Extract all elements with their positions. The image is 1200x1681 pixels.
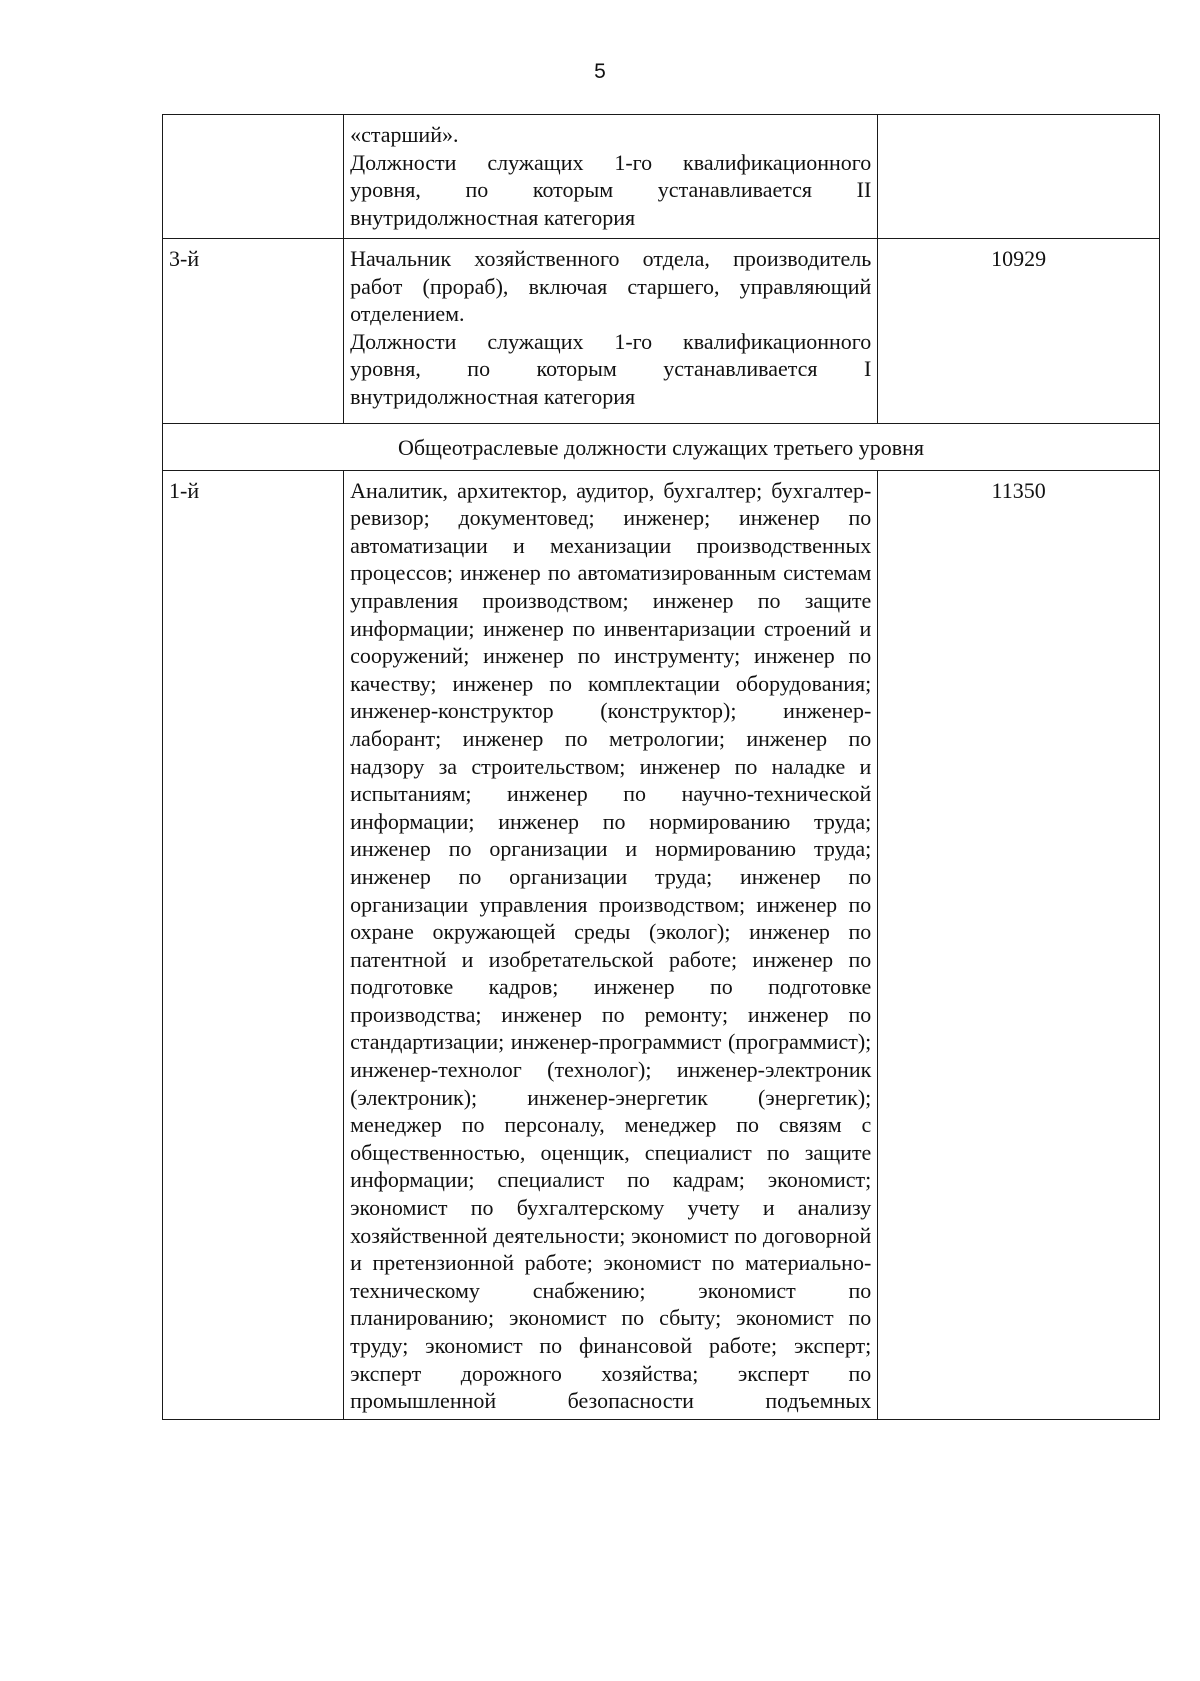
positions-paragraph: Должности служащих 1-го квалификационного уровня, по которым устанавливается II внутридолжностная категория [350,149,872,230]
level-cell: 1-й [163,470,344,1419]
table-row [163,239,1160,424]
section-title: Общеотраслевые должности служащих третьего уровня [163,424,1160,471]
positions-cell [344,470,878,1419]
level-cell [163,115,344,239]
salary-table [162,114,1160,1420]
positions-paragraph: Аналитик, архитектор, аудитор, бухгалтер; бухгалтер-ревизор; документовед; инженер; инженер по автоматизации и механизации производственных процессов; инженер по автоматизированным системам управления производством; инженер по защите информации; инженер по инвентаризации строений и сооружений; инженер по инструменту; инженер по качеству; инженер по комплектации оборудования; инженер-конструктор (конструктор); инженер-лаборант; инженер по метрологии; инженер по надзору за строительством; инженер по наладке и испытаниям; инженер по научно-технической информации; инженер по нормированию труда; инженер по организации и нормированию труда; инженер по организации труда; инженер по организации управления производством; инженер по охране окружающей среды (эколог); инженер по патентной и изобретательской работе; инженер по подготовке кадров; инженер по подготовке производства; инженер по ремонту; инженер по стандартизации; инженер-программист (программист); инженер-технолог (технолог); инженер-электроник (электроник); инженер-энергетик (энергетик); менеджер по персоналу, менеджер по связям с общественностью, оценщик, специалист по защите информации; специалист по кадрам; экономист; экономист по бухгалтерскому учету и анализу хозяйственной деятельности; экономист по договорной и претензионной работе; экономист по материально-техническому снабжению; экономист по планированию; экономист по сбыту; экономист по труду; экономист по финансовой работе; эксперт; эксперт дорожного хозяйства; эксперт по промышленной безопасности подъемных [350,477,872,1414]
page-number: 5 [594,60,606,83]
section-row [163,424,1160,471]
level-cell: 3-й [163,239,344,424]
positions-paragraph: «старший». [350,122,459,147]
table-row [163,470,1160,1419]
positions-paragraph: Начальник хозяйственного отдела, производитель работ (прораб), включая старшего, управляющий отделением. [350,246,872,327]
salary-cell: 11350 [878,470,1160,1419]
positions-cell [344,239,878,424]
table-row [163,115,1160,239]
positions-cell [344,115,878,239]
salary-cell [878,115,1160,239]
positions-paragraph: Должности служащих 1-го квалификационного уровня, по которым устанавливается I внутридолжностная категория [350,328,872,409]
salary-cell: 10929 [878,239,1160,424]
